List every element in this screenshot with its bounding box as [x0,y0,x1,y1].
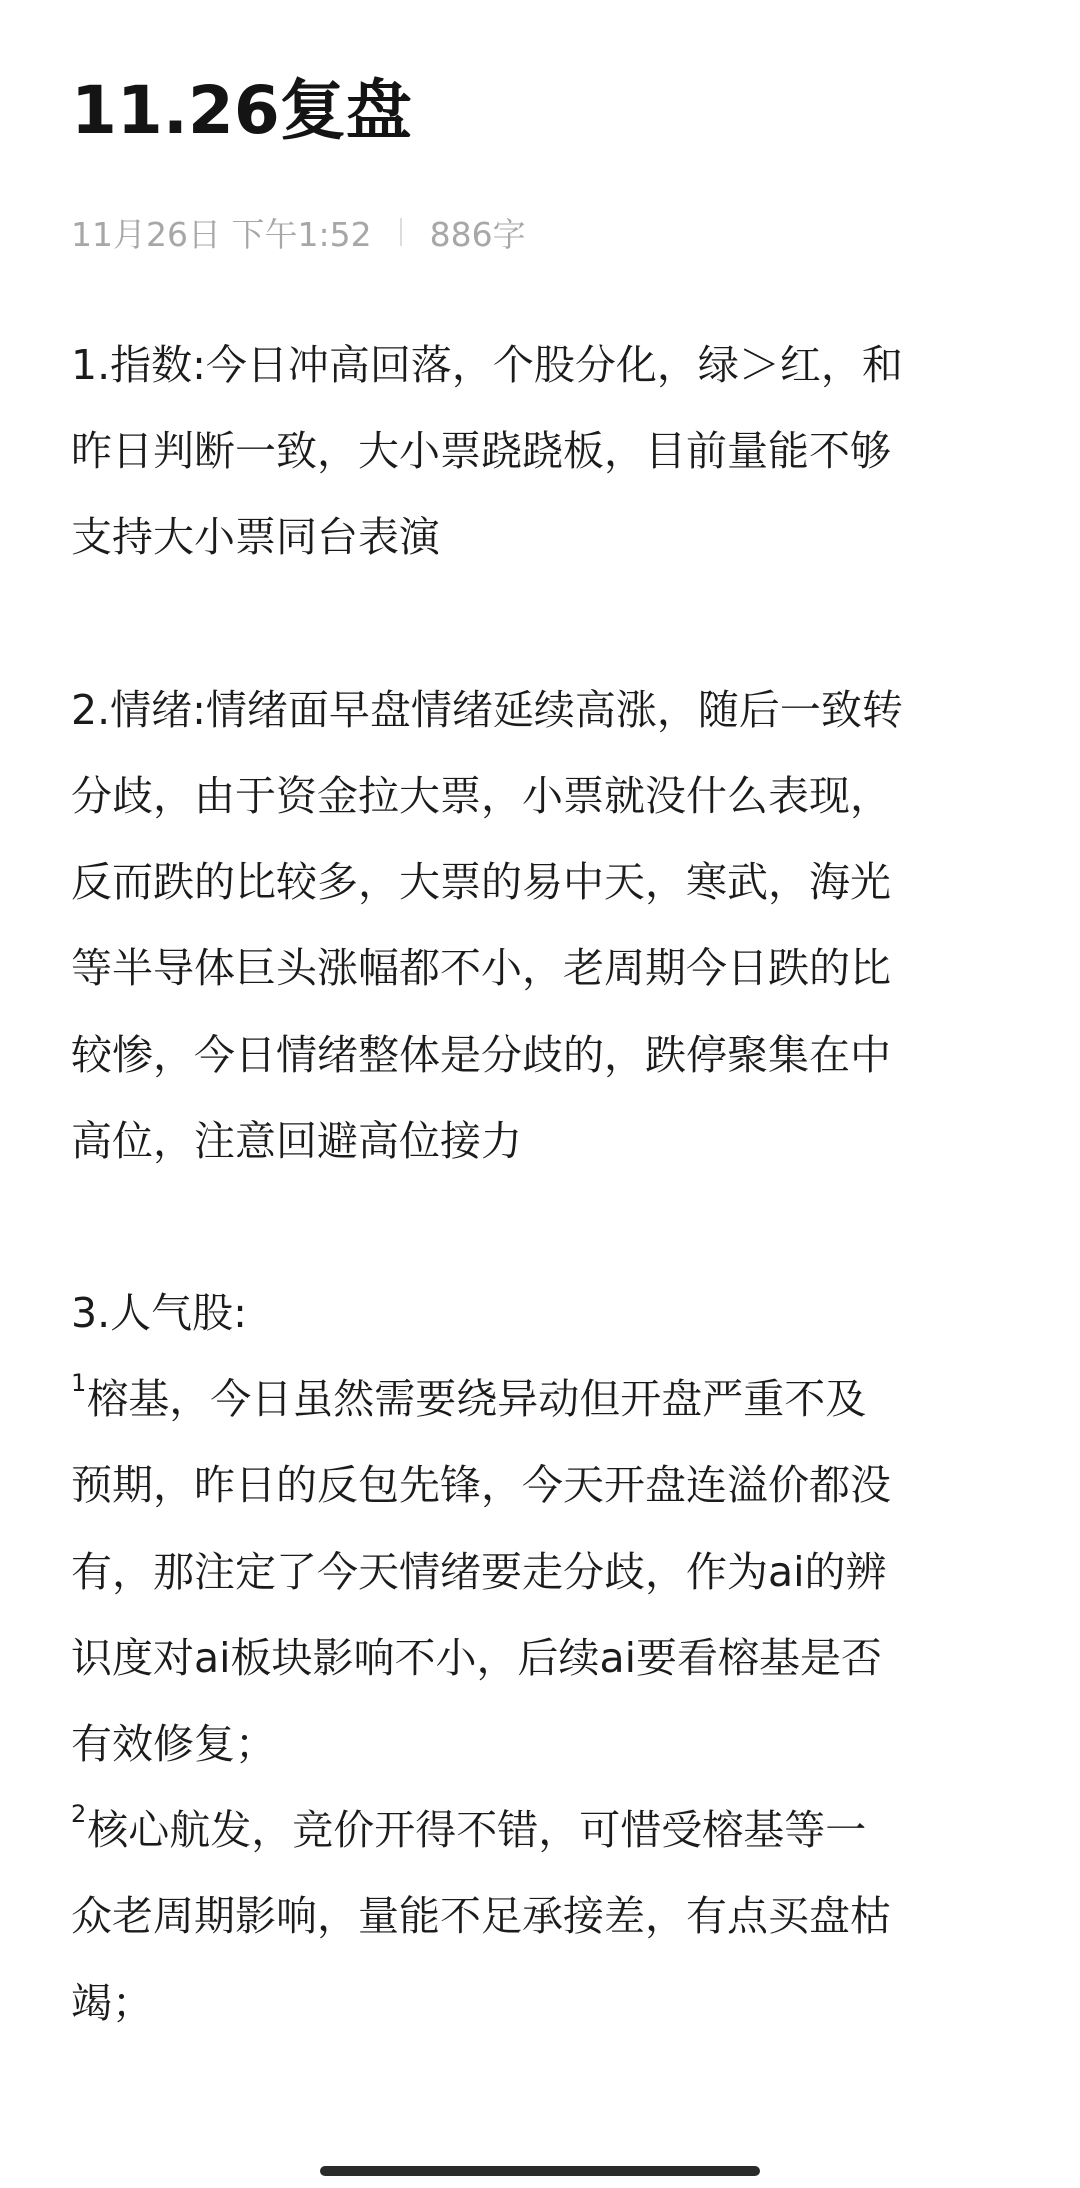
blank-line [71,581,1021,667]
body-line [71,1356,1021,1442]
body-line: 有，那注定了今天情绪要走分歧，作为ai的辨 [71,1547,887,1596]
footnote-mark: 2 [71,1800,87,1829]
blank-line [71,1184,1021,1270]
body-line: 昨日判断一致，大小票跷跷板，目前量能不够 [71,427,891,476]
note-title[interactable]: 11.26复盘 [71,72,412,149]
body-line: 较惨，今日情绪整体是分歧的，跌停聚集在中 [71,1030,891,1079]
body-line: 预期，昨日的反包先锋，今天开盘连溢价都没 [71,1461,891,1510]
body-line: 识度对ai板块影响不小，后续ai要看榕基是否 [71,1633,883,1682]
body-line: 竭； [71,1978,153,2027]
body-line [71,1787,1021,1873]
body-line-text: 核心航发，竞价开得不错，可惜受榕基等一 [87,1806,867,1855]
body-line: 反而跌的比较多，大票的易中天，寒武，海光 [71,858,891,907]
body-line: 支持大小票同台表演 [71,513,440,562]
note-body[interactable] [71,322,1021,2046]
body-line: 2.情绪:情绪面早盘情绪延续高涨，随后一致转 [71,685,903,734]
note-datetime: 11月26日 下午1:52 [71,214,372,254]
body-line: 分歧，由于资金拉大票，小票就没什么表现， [71,771,891,820]
note-meta [71,208,526,256]
body-line: 3.人气股: [71,1289,247,1338]
body-line: 高位，注意回避高位接力 [71,1116,522,1165]
body-line: 1.指数:今日冲高回落，个股分化，绿＞红，和 [71,341,903,389]
home-indicator-bar[interactable] [320,2166,760,2176]
body-line-text: 榕基，今日虽然需要绕异动但开盘严重不及 [87,1375,867,1424]
body-line: 等半导体巨头涨幅都不小，老周期今日跌的比 [71,944,891,993]
meta-divider [400,218,402,246]
footnote-mark: 1 [71,1369,87,1398]
body-line: 众老周期影响，量能不足承接差，有点买盘枯 [71,1892,891,1941]
note-word-count: 886字 [429,214,526,254]
body-line: 有效修复； [71,1720,276,1768]
